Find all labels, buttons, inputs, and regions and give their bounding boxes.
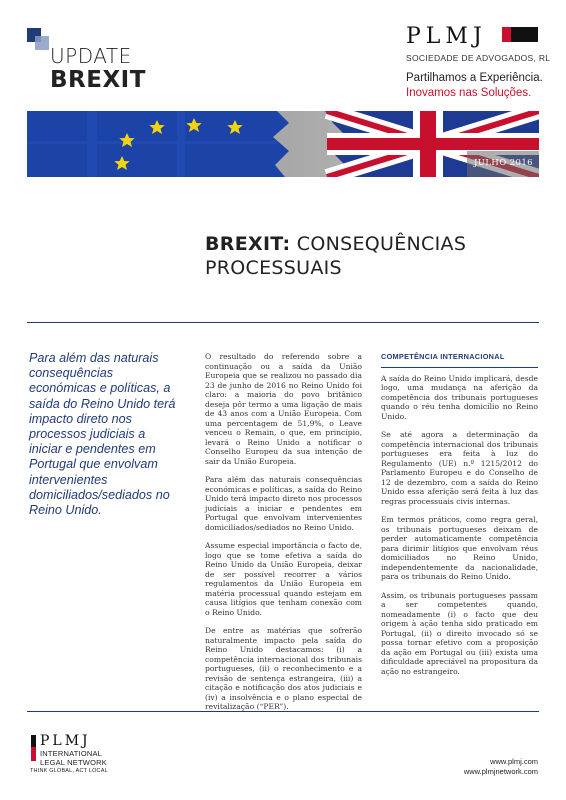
page-title	[205, 232, 525, 280]
slogan-line-2: Inovamos nas Soluções.	[406, 87, 532, 99]
title-bold: BREXIT:	[205, 233, 291, 255]
footer-tagline: THINK GLOBAL, ACT LOCAL	[30, 768, 108, 774]
date-label: JULHO 2016	[474, 158, 533, 168]
eu-uk-flag-banner	[27, 111, 539, 177]
column-middle	[205, 352, 362, 721]
network-website-link[interactable]: www.plmjnetwork.com	[463, 767, 538, 776]
paragraph: O resultado do referendo sobre a continuação ou a saída da União Europeia que se realizou no passado dia 23 de junho de 2016 no Reino Unido foi claro: a maioria do povo britânico deseja pôr termo a uma ligação de mais de 43 anos com a União Europeia. Com uma percentagem de 51,9%, o Leave venceu o Remain, o que, em princípio, levará o Reino Unido a notificar o Conselho Europeu da sua intenção de sair da União Europeia.	[205, 352, 362, 466]
column-right	[381, 352, 538, 685]
paragraph: De entre as matérias que sofrerão naturalmente impacto pela saída do Reino Unido destacamos: (i) a competência internacional dos tribunais portugueses, (ii) o reconhecimento e a revisão de sentença estrangeira, (iii) a citação e notificação dos atos judiciais e (iv) a insolvência e o plano especial de revitalização (“PER”).	[205, 626, 362, 711]
paragraph: Para além das naturais consequências económicas e políticas, a saída do Reino Unido terá impacto direto nos processos judiciais a iniciar e pendentes em Portugal que envolvam intervenientes domiciliados/sediados no Reino Unido.	[205, 475, 362, 532]
slogan-line-1: Partilhamos a Experiência.	[406, 72, 543, 84]
section-heading-rule	[381, 367, 538, 368]
paragraph: Assume especial importância o facto de, logo que se tome efetiva a saída do Reino Unido da União Europeia, deixar de ser possível recorrer a vários regulamentos da União Europeia em matéria processual quando estejam em causa litígios que tenham conexão com o Reino Unido.	[205, 541, 362, 617]
section-heading: COMPETÊNCIA INTERNACIONAL	[381, 352, 505, 361]
divider-top	[27, 322, 539, 323]
footer-network	[40, 750, 107, 767]
update-label: UPDATE	[50, 44, 132, 68]
paragraph: Assim, os tribunais portugueses passam a ser competentes quando, nomeadamente (i) o facto que deu origem à ação tenha sido praticado em Portugal, (ii) o direito invocado só se possa tornar efetivo com a proposição da ação em Portugal ou (iii) exista uma dificuldade apreciável na propositura da ação no estrangeiro.	[381, 590, 538, 676]
website-link[interactable]: www.plmj.com	[490, 757, 538, 766]
network-line-2: LEGAL NETWORK	[40, 757, 107, 767]
plmj-logo: PLMJ	[406, 24, 487, 49]
update-logo-mark	[27, 28, 49, 50]
paragraph: Em termos práticos, como regra geral, os tribunais portugueses deixam de perder automaticamente competência para dirimir litígios que envolvam réus domiciliados no Reino Unido, independentemente da nacionalidade, para os tribunais do Reino Unido.	[381, 515, 538, 581]
plmj-logo-red-block	[502, 27, 511, 42]
divider-bottom	[27, 711, 539, 712]
paragraph: A saída do Reino Unido implicará, desde logo, uma mudança na aferição da competência dos tribunais portugueses quando o réu tenha domicílio no Reino Unido.	[381, 373, 538, 421]
footer-logo-black-bar	[31, 735, 36, 747]
network-line-1: INTERNATIONAL	[40, 749, 103, 758]
paragraph: Se até agora a determinação da competência internacional dos tribunais portugueses era feita à luz do Regulamento (UE) n.º 1215/2012 do Parlamento Europeu e do Conselho de 12 de dezembro, com a saída do Reino Unido essa aferição será feita à luz das regras processuais civis internas.	[381, 430, 538, 506]
pull-quote: Para além das naturais consequências económicas e políticas, a saída do Reino Unido terá impacto direto nos processos judiciais a iniciar e pendentes em Portugal que envolvam intervenientes domiciliados/sediados no Reino Unido.	[29, 351, 176, 518]
brexit-label: BREXIT	[50, 67, 146, 93]
title-rest: CONSEQUÊNCIAS PROCESSUAIS	[205, 233, 467, 279]
footer-logo: PLMJ	[40, 733, 91, 749]
firm-subtitle: SOCIEDADE DE ADVOGADOS, RL	[406, 53, 551, 63]
